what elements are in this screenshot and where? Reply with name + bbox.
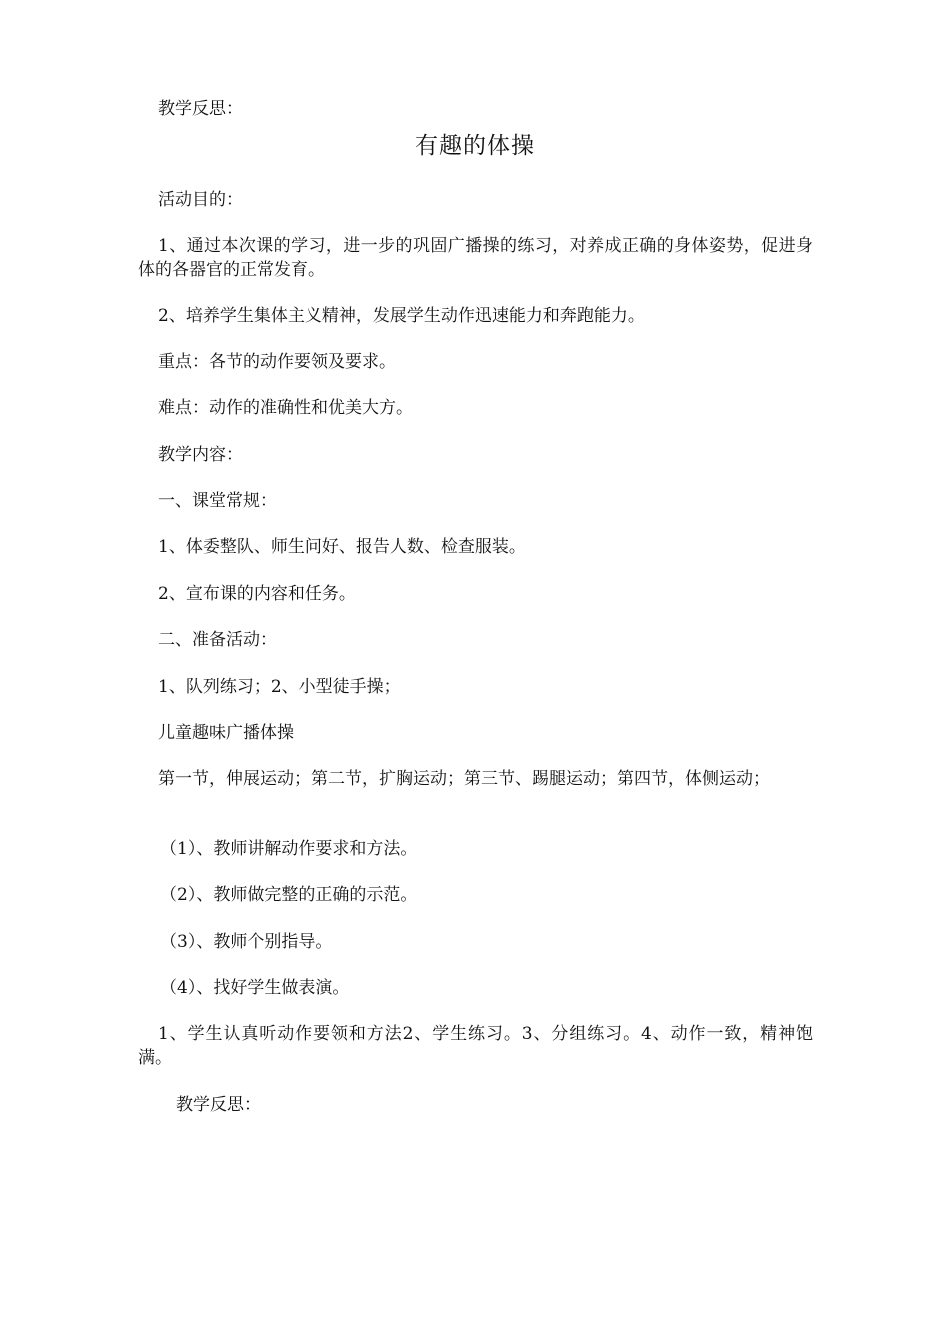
paragraph-section-1-heading: 一、课堂常规： xyxy=(158,491,277,511)
paragraph-goal-1: 1、通过本次课的学习，进一步的巩固广播操的练习，对养成正确的身体姿势，促进身体的各器官的正常发育。 xyxy=(138,236,813,280)
document-title: 有趣的体操 xyxy=(415,133,535,159)
paragraph-warmup-items: 1、队列练习；2、小型徒手操； xyxy=(158,677,401,697)
paragraph-student-practice: 1、学生认真听动作要领和方法2、学生练习。3、分组练习。4、动作一致，精神饱满。 xyxy=(138,1024,813,1068)
paragraph-routine-1: 1、体委整队、师生问好、报告人数、检查服装。 xyxy=(158,537,526,557)
paragraph-step-1: （1）、教师讲解动作要求和方法。 xyxy=(160,839,418,859)
paragraph-key-point: 重点：各节的动作要领及要求。 xyxy=(158,352,396,372)
paragraph-step-3: （3）、教师个别指导。 xyxy=(160,932,333,952)
paragraph-step-2: （2）、教师做完整的正确的示范。 xyxy=(160,885,418,905)
paragraph-difficulty: 难点：动作的准确性和优美大方。 xyxy=(158,398,413,418)
paragraph-activity-goal-heading: 活动目的： xyxy=(158,190,243,210)
paragraph-exercise-sections: 第一节，伸展运动；第二节，扩胸运动；第三节、踢腿运动；第四节，体侧运动； xyxy=(158,769,770,789)
paragraph-section-2-heading: 二、准备活动： xyxy=(158,630,277,650)
paragraph-goal-2: 2、培养学生集体主义精神，发展学生动作迅速能力和奔跑能力。 xyxy=(158,306,645,326)
paragraph-routine-2: 2、宣布课的内容和任务。 xyxy=(158,584,356,604)
paragraph-step-4: （4）、找好学生做表演。 xyxy=(160,978,350,998)
header-note: 教学反思： xyxy=(158,99,243,119)
paragraph-content-heading: 教学内容： xyxy=(158,445,243,465)
paragraph-reflection: 教学反思： xyxy=(176,1095,261,1115)
paragraph-exercise-name: 儿童趣味广播体操 xyxy=(158,723,294,743)
